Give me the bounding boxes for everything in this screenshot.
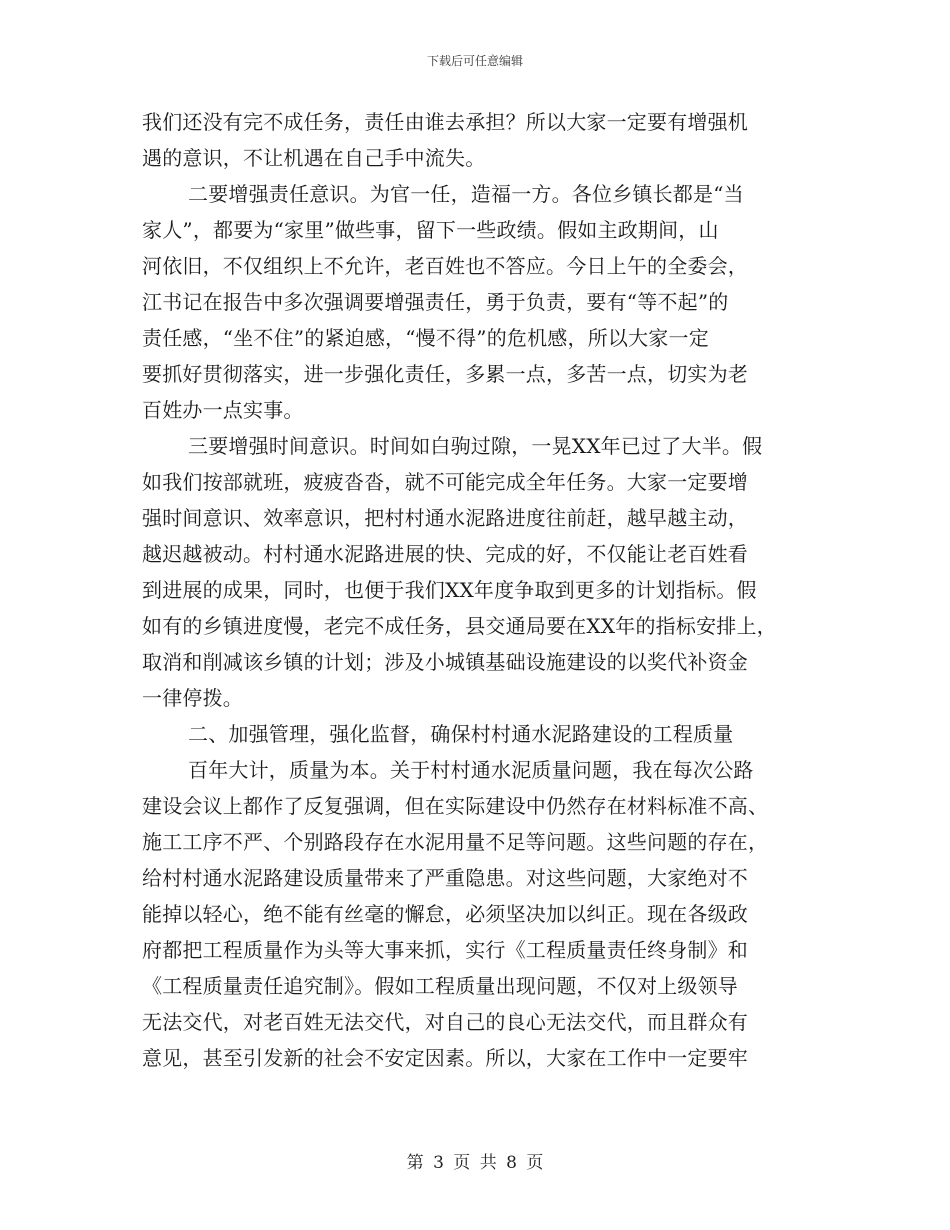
text-line: 家人”，都要为“家里”做些事，留下一些政绩。假如主政期间，山	[142, 218, 719, 242]
text-line: 如有的乡镇进度慢，老完不成任务，县交通局要在XX年的指标安排上，	[142, 614, 777, 638]
text-line: 《工程质量责任追究制》。假如工程质量出现问题，不仅对上级领导	[142, 974, 738, 998]
text-line: 施工工序不严、个别路段存在水泥用量不足等问题。这些问题的存在，	[142, 830, 769, 854]
text-line: 府都把工程质量作为头等大事来抓，实行《工程质量责任终身制》和	[142, 938, 748, 962]
text-line: 二、加强管理，强化监督，确保村村通水泥路建设的工程质量	[188, 722, 734, 746]
page-number-footer: 第 3 页 共 8 页	[406, 1153, 544, 1173]
text-line: 河依旧，不仅组织上不允许，老百姓也不答应。今日上午的全委会，	[142, 254, 748, 278]
text-line: 二要增强责任意识。为官一任，造福一方。各位乡镇长都是“当	[188, 182, 744, 206]
text-line: 给村村通水泥路建设质量带来了严重隐患。对这些问题，大家绝对不	[142, 866, 748, 890]
text-line: 一律停拨。	[142, 686, 243, 710]
text-line: 遇的意识，不让机遇在自己手中流失。	[142, 146, 486, 170]
document-body	[142, 104, 810, 1076]
text-line: 百姓办一点实事。	[142, 398, 304, 422]
text-line: 江书记在报告中多次强调要增强责任，勇于负责，要有“等不起”的	[142, 290, 729, 314]
text-line: 无法交代，对老百姓无法交代，对自己的良心无法交代，而且群众有	[142, 1010, 748, 1034]
text-line: 三要增强时间意识。时间如白驹过隙，一晃XX年已过了大半。假	[188, 434, 763, 458]
text-line: 能掉以轻心，绝不能有丝毫的懈怠，必须坚决加以纠正。现在各级政	[142, 902, 748, 926]
text-line: 如我们按部就班，疲疲沓沓，就不可能完成全年任务。大家一定要增	[142, 470, 748, 494]
text-line: 建设会议上都作了反复强调，但在实际建设中仍然存在材料标准不高、	[142, 794, 769, 818]
text-line: 我们还没有完不成任务，责任由谁去承担？所以大家一定要有增强机	[142, 110, 748, 134]
text-line: 越迟越被动。村村通水泥路进展的快、完成的好，不仅能让老百姓看	[142, 542, 748, 566]
text-line: 取消和削减该乡镇的计划；涉及小城镇基础设施建设的以奖代补资金	[142, 650, 748, 674]
text-line: 责任感，“坐不住”的紧迫感，“慢不得”的危机感，所以大家一定	[142, 326, 709, 350]
text-line: 意见，甚至引发新的社会不安定因素。所以，大家在工作中一定要牢	[142, 1046, 748, 1070]
text-line: 强时间意识、效率意识，把村村通水泥路进度往前赶，越早越主动，	[142, 506, 748, 530]
text-line: 要抓好贯彻落实，进一步强化责任，多累一点，多苦一点，切实为老	[142, 362, 748, 386]
text-line: 百年大计，质量为本。关于村村通水泥质量问题，我在每次公路	[188, 758, 754, 782]
page-header-note: 下载后可任意编辑	[426, 54, 523, 68]
text-line: 到进展的成果，同时，也便于我们XX年度争取到更多的计划指标。假	[142, 578, 757, 602]
